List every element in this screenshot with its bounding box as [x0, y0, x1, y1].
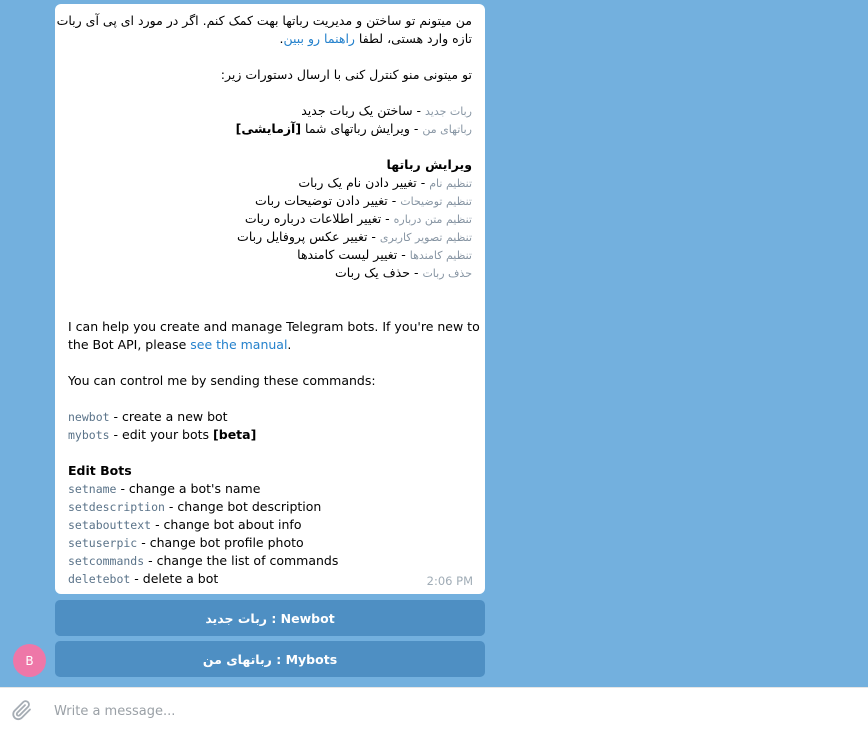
fa-command: ربات جدید [425, 105, 472, 118]
fa-text: تو میتونی منو کنترل کنی با ارسال دستورات زیر: [220, 67, 472, 82]
fa-command: تنظیم نام [429, 177, 472, 190]
command-name[interactable]: setuserpic [68, 536, 138, 550]
command-line [68, 408, 478, 426]
beta-tag: [beta] [213, 427, 257, 442]
intro-line-1: I can help you create and manage Telegram bots. If you're new to [68, 319, 480, 334]
fa-text: تازه وارد هستی، لطفا [354, 31, 472, 46]
fa-text: - ساختن یک ربات جدید [301, 103, 425, 118]
command-line [68, 498, 478, 516]
fa-text: - تغییر دادن نام یک ربات [298, 175, 430, 190]
command-line [68, 516, 478, 534]
intro-line-2-text: the Bot API, please [68, 337, 191, 352]
command-description: - change a bot's name [116, 481, 261, 496]
command-name[interactable]: newbot [68, 410, 110, 424]
fa-manual-link[interactable]: راهنما رو ببین [283, 31, 355, 46]
message-time: 2:06 PM [426, 574, 473, 588]
fa-text: - تغییر لیست کامندها [297, 247, 410, 262]
message-input[interactable] [52, 698, 836, 724]
fa-line [62, 120, 472, 138]
command-description: - change the list of commands [144, 553, 339, 568]
fa-command: تنظیم متن درباره [393, 213, 472, 226]
fa-command: تنظیم کامندها [409, 249, 472, 262]
english-message-text [68, 318, 478, 588]
intro-line-2-end: . [287, 337, 292, 352]
fa-command: تنظیم توضیحات [400, 195, 472, 208]
command-line [68, 480, 478, 498]
edit-bots-heading: Edit Bots [68, 463, 132, 478]
fa-text: [آزمایشی] [235, 121, 302, 136]
commands-list [68, 408, 478, 444]
command-description: - edit your bots [109, 427, 214, 442]
fa-text: - حذف یک ربات [335, 265, 423, 280]
avatar[interactable]: B [13, 644, 46, 677]
fa-line [62, 174, 472, 192]
command-line [68, 534, 478, 552]
bot-message-bubble [55, 4, 485, 594]
fa-command: حذف ربات [422, 267, 472, 280]
fa-text: - تغییر اطلاعات درباره ربات [244, 211, 394, 226]
fa-line [62, 156, 472, 174]
command-name[interactable]: setabouttext [68, 518, 152, 532]
fa-command: تنظیم تصویر کاربری [379, 231, 472, 244]
paperclip-icon[interactable] [10, 698, 34, 722]
persian-message-text [56, 12, 472, 282]
command-description: - change bot profile photo [137, 535, 304, 550]
fa-line [62, 84, 472, 102]
fa-line [62, 102, 472, 120]
command-line [68, 552, 478, 570]
intro-line-2 [68, 336, 478, 354]
fa-line [62, 30, 472, 48]
spacer [68, 444, 478, 462]
command-name[interactable]: setdescription [68, 500, 165, 514]
fa-line [62, 138, 472, 156]
fa-line [62, 246, 472, 264]
keyboard-button-mybots[interactable]: رباتهای من : Mybots [55, 641, 485, 677]
keyboard-button-newbot[interactable]: ربات جدید : Newbot [55, 600, 485, 636]
fa-line [62, 264, 472, 282]
spacer [68, 390, 478, 408]
fa-text: - تغییر عکس پروفایل ربات [237, 229, 380, 244]
fa-edit-heading: ویرایش رباتها [386, 157, 472, 172]
edit-commands-list [68, 480, 478, 588]
command-line [68, 426, 478, 444]
fa-text: . [279, 31, 284, 46]
command-name[interactable]: setname [68, 482, 117, 496]
command-description: - change bot about info [151, 517, 302, 532]
command-description: - change bot description [164, 499, 322, 514]
command-name[interactable]: mybots [68, 428, 110, 442]
manual-link[interactable]: see the manual [190, 337, 288, 352]
fa-line [62, 210, 472, 228]
command-line [68, 570, 478, 588]
command-name[interactable]: setcommands [68, 554, 145, 568]
command-description: - create a new bot [109, 409, 228, 424]
spacer [68, 354, 478, 372]
fa-text: من میتونم تو ساختن و مدیریت رباتها بهت کمک کنم. اگر در مورد ای پی آی ربات [56, 13, 472, 28]
fa-command: رباتهای من [422, 123, 472, 136]
command-description: - delete a bot [130, 571, 219, 586]
fa-text: - تغییر دادن توضیحات ربات [255, 193, 401, 208]
fa-line [62, 66, 472, 84]
fa-line [56, 12, 472, 30]
command-name[interactable]: deletebot [68, 572, 131, 586]
fa-text: - ویرایش رباتهای شما [301, 121, 423, 136]
fa-line [62, 228, 472, 246]
control-line: You can control me by sending these commands: [68, 373, 376, 388]
fa-line [62, 48, 472, 66]
message-composer [0, 687, 868, 732]
fa-line [62, 192, 472, 210]
